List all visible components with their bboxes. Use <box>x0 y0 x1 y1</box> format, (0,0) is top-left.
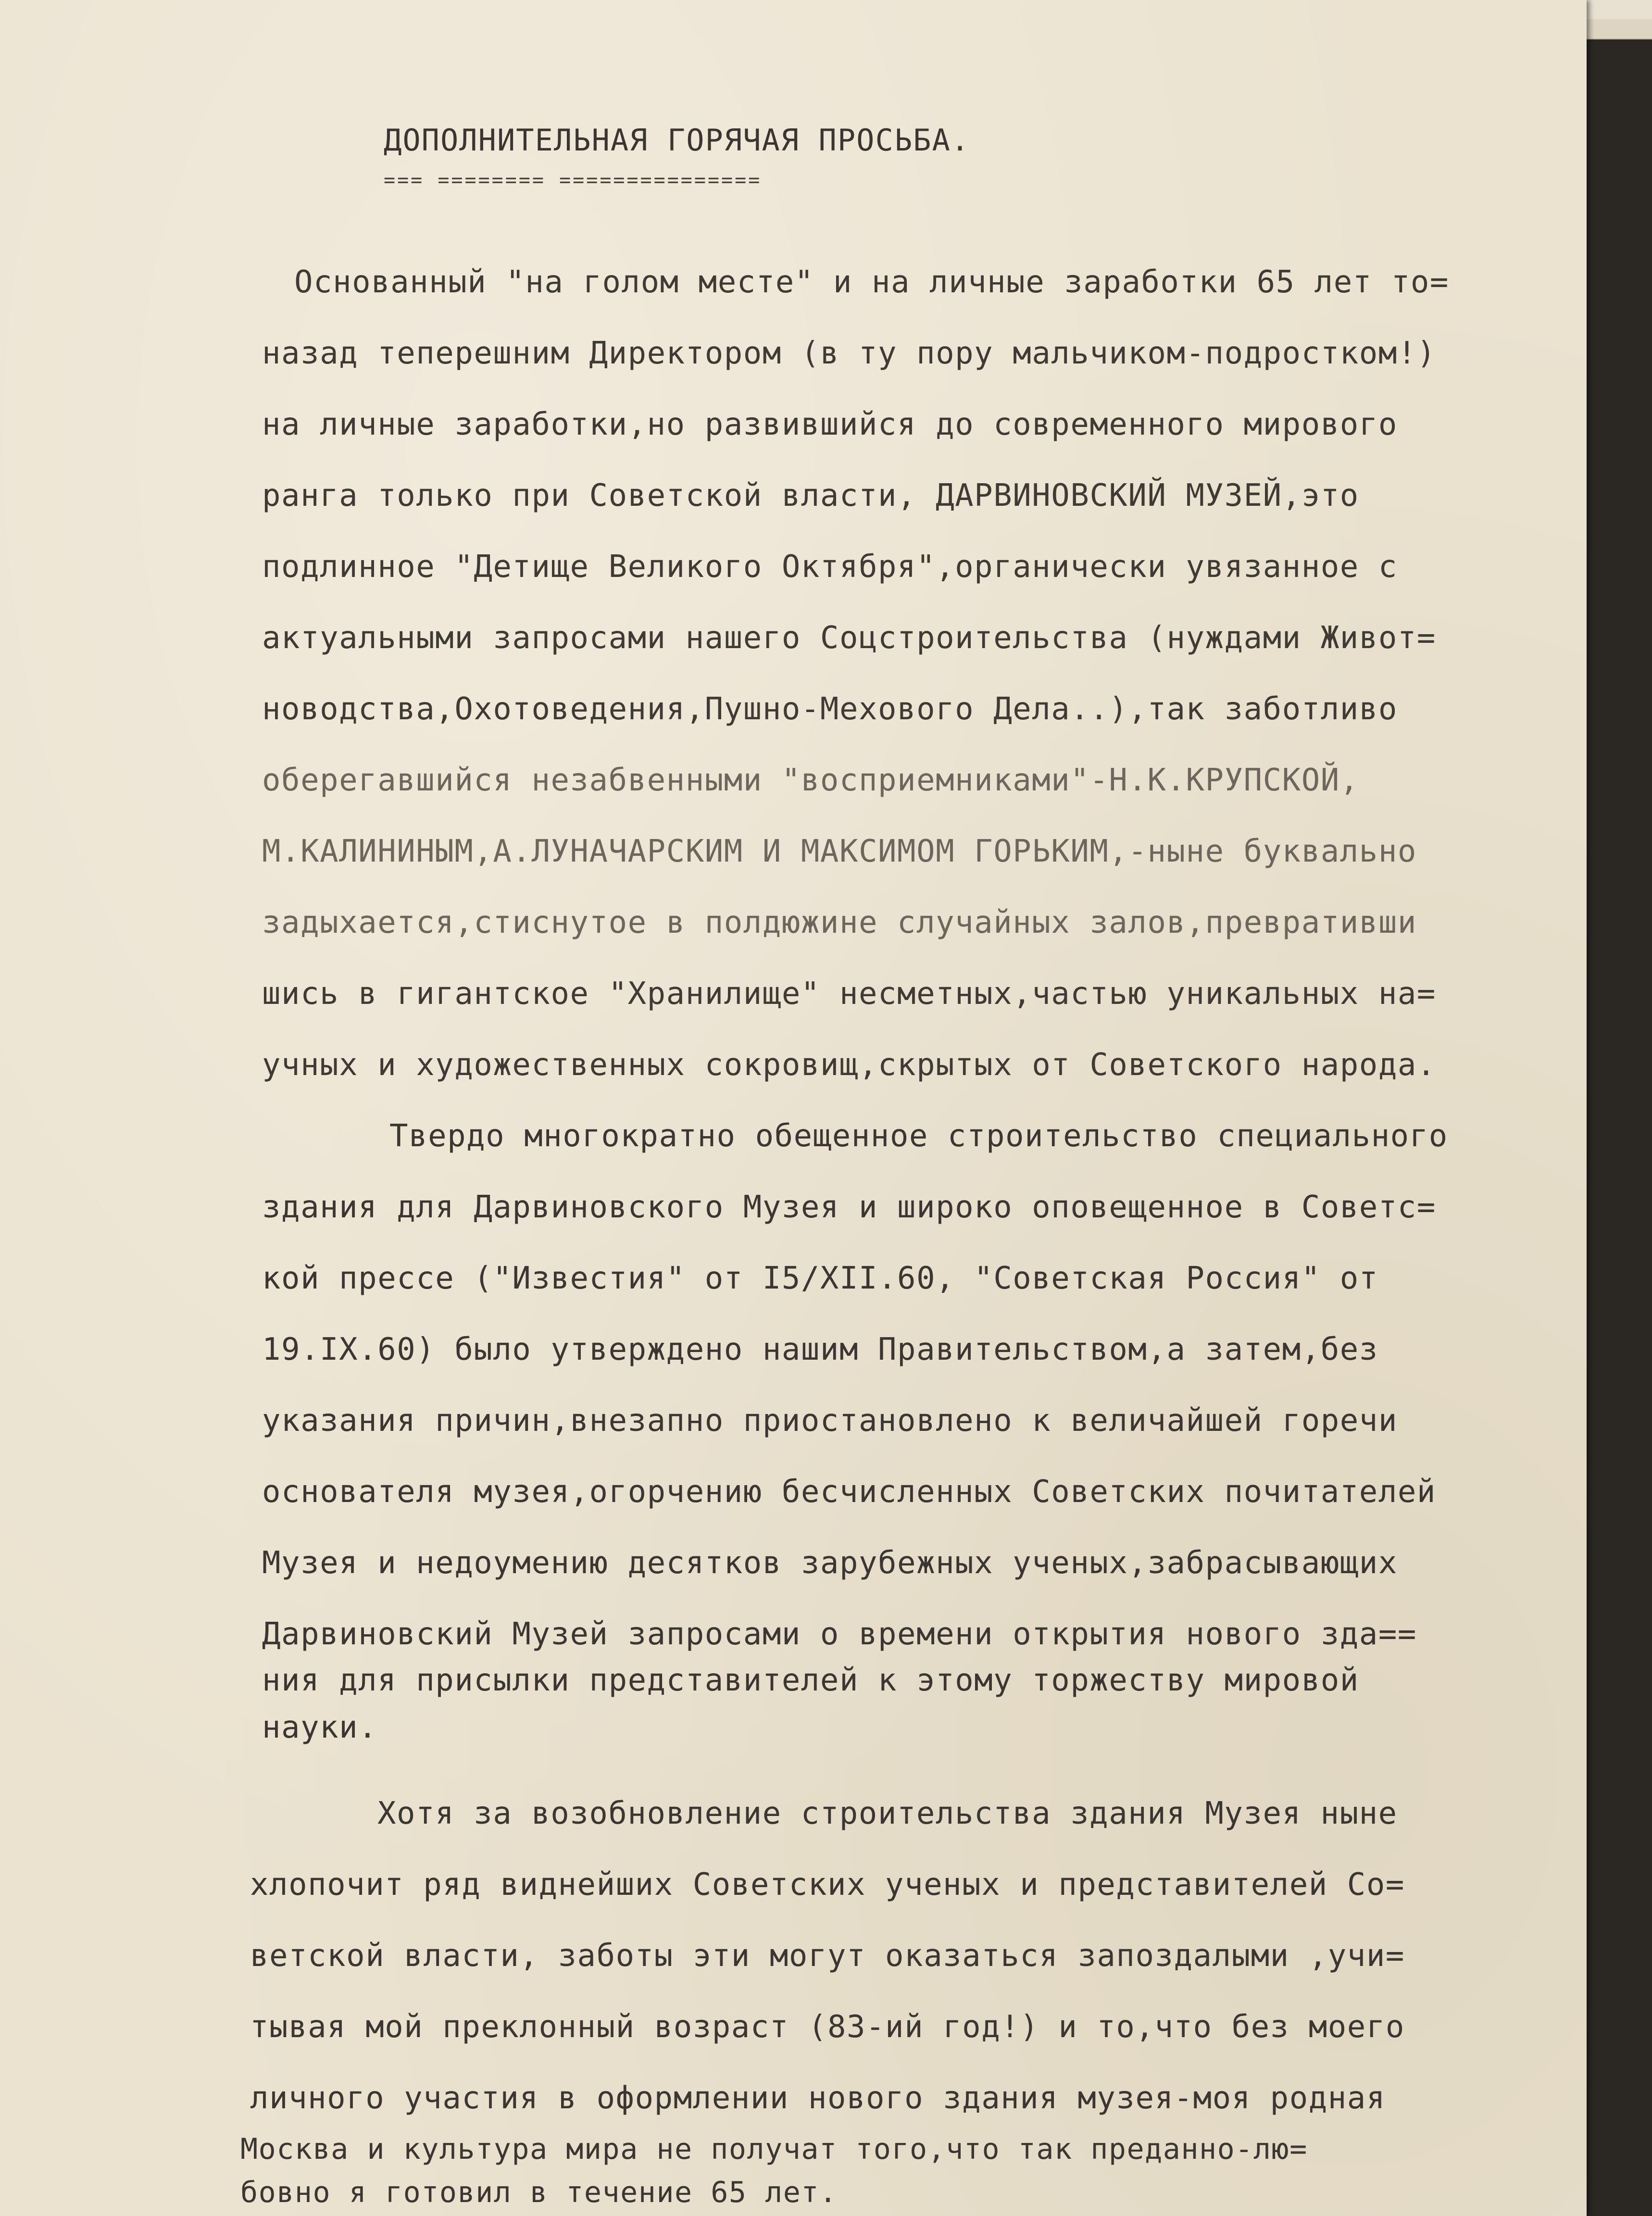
text-line: задыхается,стиснутое в полдюжине случайных залов,превративши <box>262 905 1417 940</box>
text-line: на личные заработки,но развившийся до современного мирового <box>262 407 1398 442</box>
text-line: оберегавшийся незабвенными "восприемниками"-Н.К.КРУПСКОЙ, <box>262 763 1359 798</box>
text-line: основателя музея,огорчению бесчисленных Советских почитателей <box>262 1474 1436 1510</box>
text-line: здания для Дарвиновского Музея и широко оповещенное в Советс= <box>262 1189 1436 1225</box>
document-title: ДОПОЛНИТЕЛЬНАЯ ГОРЯЧАЯ ПРОСЬБА. <box>384 123 970 158</box>
text-line: назад теперешним Директором (в ту пору мальчиком-подростком!) <box>262 336 1436 371</box>
text-line: актуальными запросами нашего Соцстроительства (нуждами Живот= <box>262 620 1436 656</box>
text-line: бовно я готовил в течение 65 лет. <box>240 2176 838 2209</box>
text-line: Твердо многократно обещенное строительство специального <box>389 1118 1448 1154</box>
text-line: учных и художественных сокровищ,скрытых от Советского народа. <box>262 1047 1436 1083</box>
title-underline: === ======== =============== <box>384 169 762 191</box>
text-line: ния для присылки представителей к этому торжеству мировой <box>262 1663 1359 1698</box>
text-line: Хотя за возобновление строительства здания Музея ныне <box>377 1796 1398 1831</box>
text-line: Москва и культура мира не получат того,что так преданно-лю= <box>240 2132 1308 2166</box>
text-line: кой прессе ("Известия" от I5/XII.60, "Советская Россия" от <box>262 1261 1378 1296</box>
text-line: тывая мой преклонный возраст (83-ий год!) и то,что без моего <box>250 2009 1405 2045</box>
text-line: ветской власти, заботы эти могут оказаться запоздалыми ,учи= <box>250 1938 1405 1974</box>
text-line: подлинное "Детище Великого Октября",органически увязанное с <box>262 549 1398 585</box>
text-line: Дарвиновский Музей запросами о времени открытия нового зда== <box>262 1616 1417 1652</box>
text-line: Музея и недоумению десятков зарубежных ученых,забрасывающих <box>262 1545 1398 1581</box>
text-line: указания причин,внезапно приостановлено к величайшей горечи <box>262 1403 1398 1439</box>
text-line: ранга только при Советской власти, ДАРВИНОВСКИЙ МУЗЕЙ,это <box>262 478 1359 513</box>
text-line: шись в гигантское "Хранилище" несметных,частью уникальных на= <box>262 976 1436 1012</box>
text-line: хлопочит ряд виднейших Советских ученых и представителей Со= <box>250 1867 1405 1903</box>
text-line: М.КАЛИНИНЫМ,А.ЛУНАЧАРСКИМ И МАКСИМОМ ГОРЬКИМ,-ныне буквально <box>262 834 1417 869</box>
text-line: новодства,Охотоведения,Пушно-Мехового Дела..),так заботливо <box>262 691 1398 727</box>
text-line: личного участия в оформлении нового здания музея-моя родная <box>250 2080 1386 2116</box>
text-line: науки. <box>262 1710 378 1745</box>
text-line: Основанный "на голом месте" и на личные заработки 65 лет то= <box>294 264 1449 300</box>
text-line: 19.IX.60) было утверждено нашим Правительством,а затем,без <box>262 1332 1378 1367</box>
